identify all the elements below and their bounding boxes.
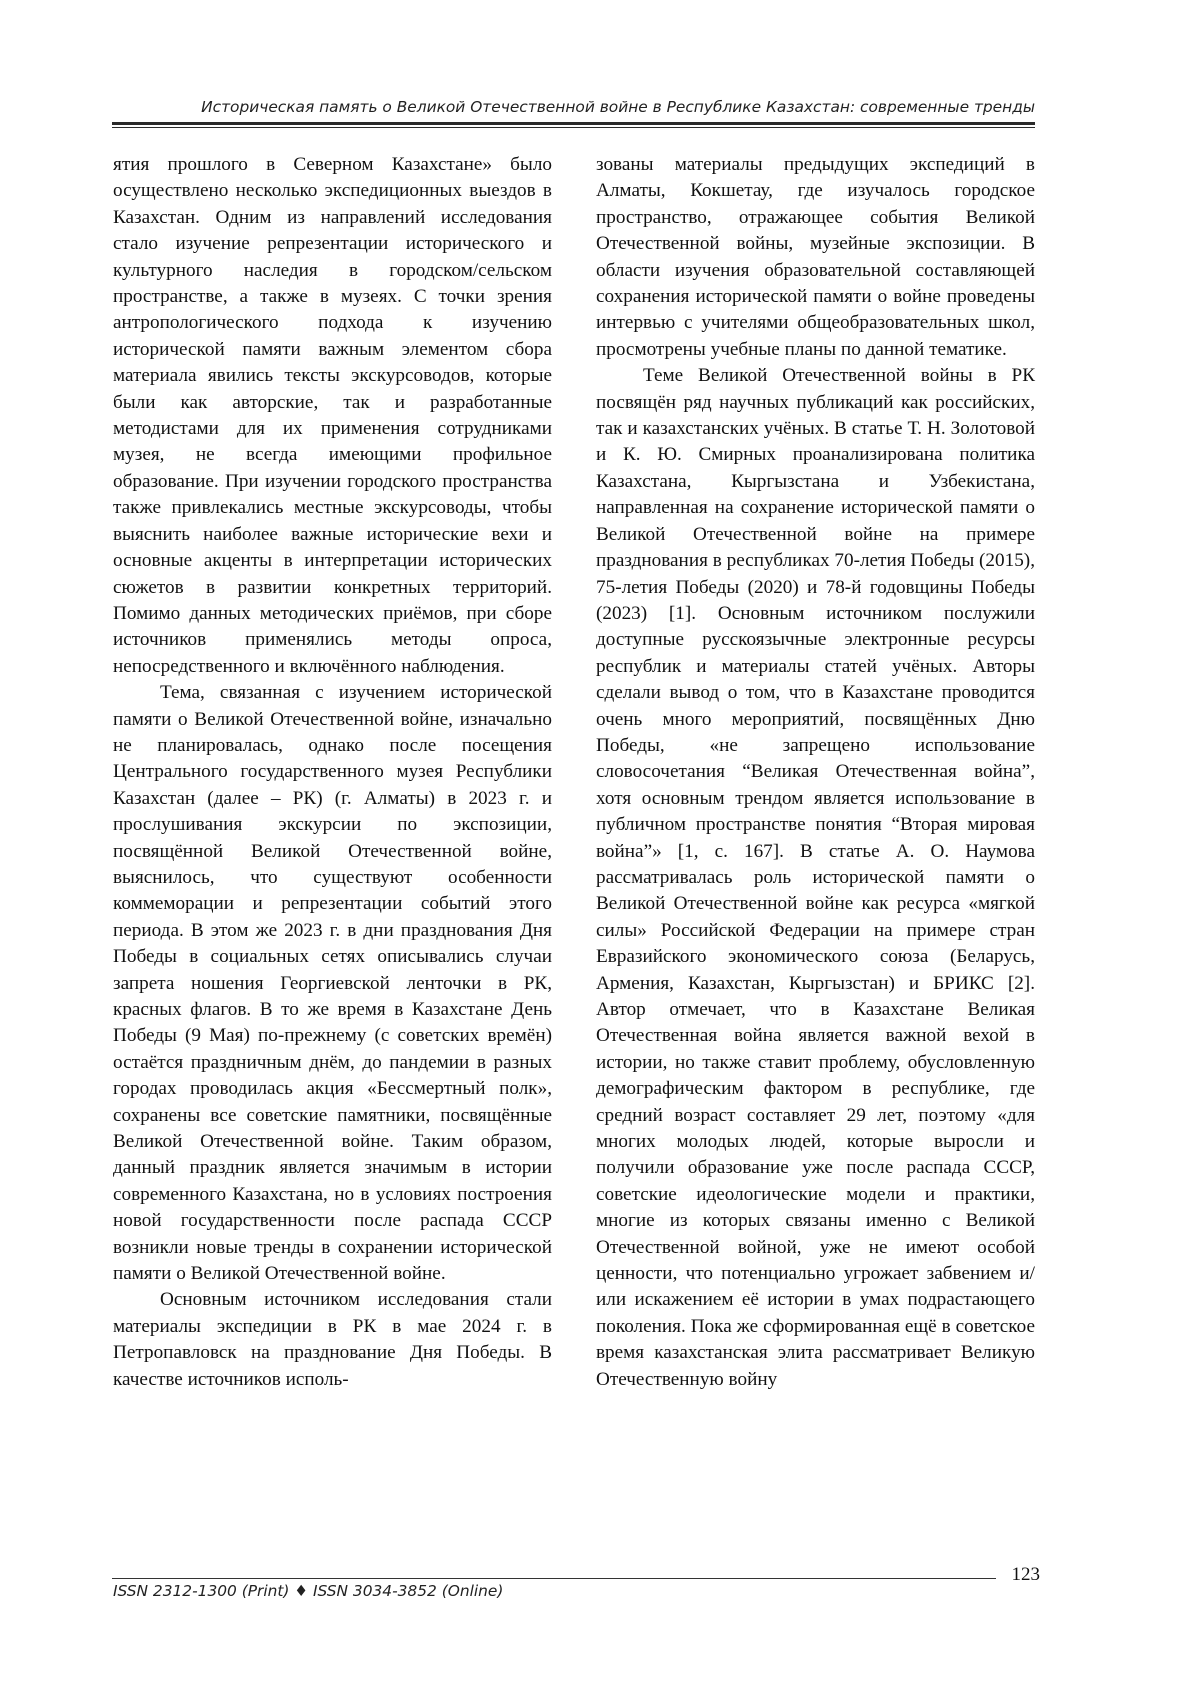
paragraph: зованы материалы предыдущих экспедиций в Алматы, Кокшетау, где изучалось городское пространство, отражающее события Великой Отечественной войны, музейные экспозиции. В области изучения образовательной составляющей сохранения исторической памяти о войне проведены интервью с учителями общеобразовательных школ, просмотрены учебные планы по данной тематике. <box>596 154 1035 360</box>
running-header: Историческая память о Великой Отечественной войне в Республике Казахстан: современные тренды <box>201 98 1035 116</box>
left-column <box>113 152 552 1393</box>
page-number: 123 <box>1011 1564 1040 1585</box>
paragraph: ятия прошлого в Северном Казахстане» было осуществлено несколько экспедиционных выездов в Казахстан. Одним из направлений исследования стало изучение репрезентации исторического и культурного наследия в городском/сельском пространстве, а также в музеях. С точки зрения антропологического подхода к изучению исторической памяти важным элементом сбора материала явились тексты экскурсоводов, которые были как авторские, так и разработанные методистами для их применения сотрудниками музея, не всегда имеющими профильное образование. При изучении городского пространства также привлекались местные экскурсоводы, чтобы выяснить наиболее важные исторические вехи и основные акценты в интерпретации исторических сюжетов в развитии конкретных территорий. Помимо данных методических приёмов, при сборе источников применялись методы опроса, непосредственного и включённого наблюдения. <box>113 154 552 677</box>
paragraph: Теме Великой Отечественной войны в РК посвящён ряд научных публикаций как российских, так и казахстанских учёных. В статье Т. Н. Золотовой и К. Ю. Смирных проанализирована политика Казахстана, Кыргызстана и Узбекистана, направленная на сохранение исторической памяти о Великой Отечественной войне на примере празднования в республиках 70-летия Победы (2015), 75-летия Победы (2020) и 78-й годовщины Победы (2023) [1]. Основным источником послужили доступные русскоязычные электронные ресурсы республик и материалы статей учёных. Авторы сделали вывод о том, что в Казахстане проводится очень много мероприятий, посвящённых Дню Победы, «не запрещено использование словосочетания “Великая Отечественная война”, хотя основным трендом является использование в публичном пространстве понятия “Вторая мировая война”» [1, с. 167]. В статье А. О. Наумова рассматривалась роль исторической памяти о Великой Отечественной войне как ресурса «мягкой силы» Российской Федерации на примере стран Евразийского экономического союза (Беларусь, Армения, Казахстан, Кыргызстан) и БРИКС [2]. Автор отмечает, что в Казахстане Великая Отечественная война является важной вехой в истории, но также ставит проблему, обусловленную демографическим фактором в республике, где средний возраст составляет 29 лет, поэтому «для многих молодых людей, которые выросли и получили образование уже после распада СССР, советские идеологические модели и практики, многие из которых связаны именно с Великой Отечественной войной, уже не имеют особой ценности, что потенциально угрожает забвением и/или искажением её истории в умах подрастающего поколения. Пока же сформированная ещё в советское время казахстанская элита рассматривает Великую Отечественную войну <box>596 365 1035 1390</box>
paragraph: Тема, связанная с изучением исторической памяти о Великой Отечественной войне, изначально не планировалась, однако после посещения Центрального государственного музея Республики Казахстан (далее – РК) (г. Алматы) в 2023 г. и прослушивания экскурсии по экспозиции, посвящённой Великой Отечественной войне, выяснилось, что существуют особенности коммеморации и репрезентации событий этого периода. В этом же 2023 г. в дни празднования Дня Победы в социальных сетях описывались случаи запрета ношения Георгиевской ленточки в РК, красных флагов. В то же время в Казахстане День Победы (9 Мая) по-прежнему (с советских времён) остаётся праздничным днём, до пандемии в разных городах проводилась акция «Бессмертный полк», сохранены все советские памятники, посвящённые Великой Отечественной войне. Таким образом, данный праздник является значимым в истории современного Казахстана, но в условиях построения новой государственности после распада СССР возникли новые тренды в сохранении исторической памяти о Великой Отечественной войне. <box>113 682 552 1285</box>
right-column <box>596 152 1035 1393</box>
footer-rule <box>112 1578 996 1579</box>
footer-issn: ISSN 2312-1300 (Print) ♦ ISSN 3034-3852 (Online) <box>113 1582 504 1600</box>
header-rule <box>112 122 1035 125</box>
header-rule-thin <box>112 127 1035 128</box>
paragraph: Основным источником исследования стали материалы экспедиции в РК в мае 2024 г. в Петропавловск на празднование Дня Победы. В качестве источников исполь- <box>113 1289 552 1390</box>
